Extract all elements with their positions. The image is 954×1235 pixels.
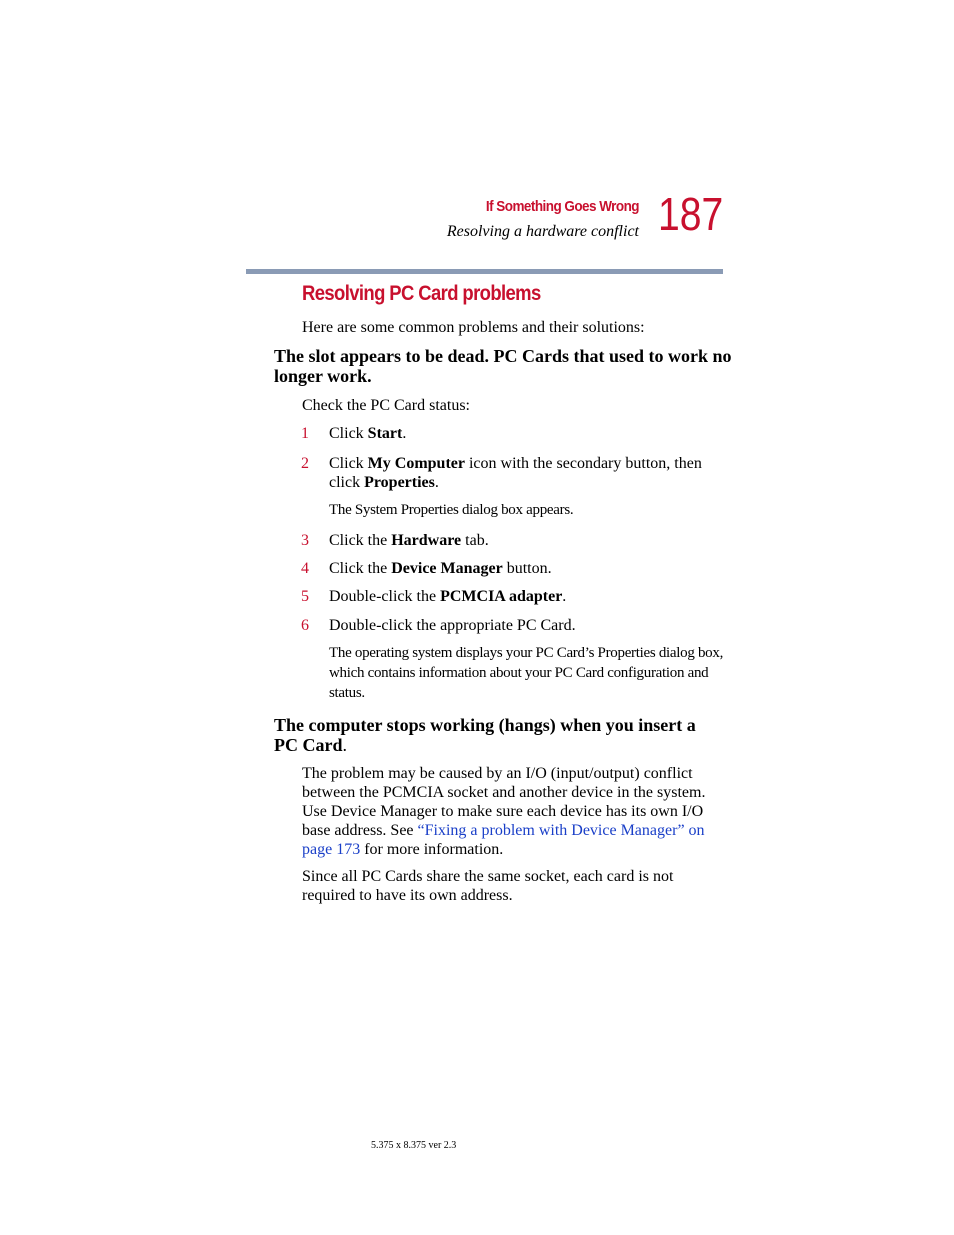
problem-2-paragraph: Since all PC Cards share the same socket, each card is not required to have its own address. [302,868,674,904]
ui-term: Start [367,425,403,442]
step-number: 3 [301,532,309,549]
step-note: The System Properties dialog box appears. [329,502,574,518]
ui-term: My Computer [367,455,465,472]
ui-term: Hardware [391,532,462,549]
step-text: Click the Device Manager button. [329,560,552,577]
ui-term: Properties [364,474,435,491]
section-heading: Resolving PC Card problems [302,282,541,305]
step-text: Click Start. [329,425,407,442]
page-number: 187 [658,188,724,240]
ui-term: Device Manager [391,560,503,577]
problem-2-title: The computer stops working (hangs) when you insert a PC Card. [274,715,696,755]
step-number: 6 [301,617,309,634]
problem-1-lead: Check the PC Card status: [302,397,470,414]
step-number: 2 [301,455,309,472]
step-number: 4 [301,560,309,577]
step-text: Click My Computer icon with the secondary button, then click Properties. [329,455,702,491]
problem-1-title: The slot appears to be dead. PC Cards that used to work no longer work. [274,346,732,386]
cross-reference-link[interactable]: “Fixing a problem with Device Manager” on page 173 [302,822,705,858]
header-rule [246,269,723,274]
page-footer: 5.375 x 8.375 ver 2.3 [371,1140,457,1151]
section-title: Resolving a hardware conflict [446,223,639,240]
step-text: Click the Hardware tab. [329,532,489,549]
problem-2-paragraph: The problem may be caused by an I/O (input/output) conflict between the PCMCIA socket and another device in the system. Use Device Manager to make sure each device has its own I/O base address. See “Fixing a problem with Device Manager” on page 173 for more information. [302,765,706,858]
step-number: 5 [301,588,309,605]
step-number: 1 [301,425,309,442]
step-text: Double-click the appropriate PC Card. [329,617,576,634]
intro-text: Here are some common problems and their solutions: [302,319,645,336]
step-text: Double-click the PCMCIA adapter. [329,588,567,605]
ui-term: PCMCIA adapter [440,588,563,605]
step-note: The operating system displays your PC Card’s Properties dialog box, which contains information about your PC Card configuration and status. [329,645,724,701]
chapter-title: If Something Goes Wrong [485,198,639,215]
